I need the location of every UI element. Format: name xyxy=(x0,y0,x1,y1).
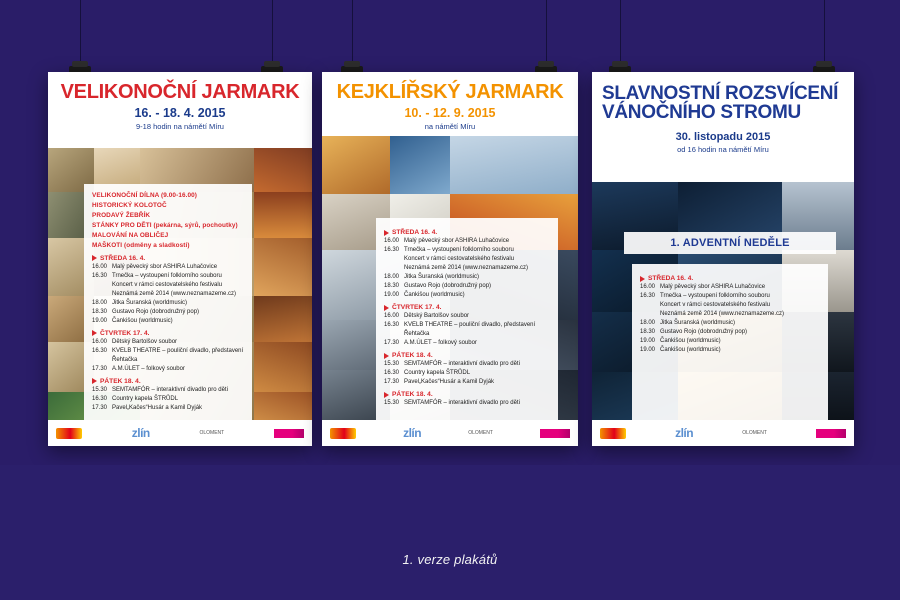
triangle-icon xyxy=(384,305,389,311)
day-label: ČTVRTEK 17. 4. xyxy=(392,304,442,311)
triangle-icon xyxy=(92,330,97,336)
program-row: 16.30 Trnečka – vystoupení folklorního souboru xyxy=(640,293,770,299)
photo-tile xyxy=(254,296,312,342)
day-label: ČTVRTEK 17. 4. xyxy=(100,329,150,337)
program-row: 18.00 Jitka Šuranská (worldmusic) xyxy=(92,299,188,306)
poster-footer xyxy=(322,420,578,446)
triangle-icon xyxy=(92,378,97,384)
program-row: 16.30 KVELB THEATRE – pouliční divadlo, představení Řehtačka xyxy=(384,322,536,337)
program-panel xyxy=(632,264,828,446)
highlight-item: MAŠKOTI (odměny a sladkosti) xyxy=(92,241,190,249)
poster-place: od 16 hodin na námětí Míru xyxy=(677,144,769,154)
triangle-icon xyxy=(384,353,389,359)
program-row: Koncert v rámci cestovatelského festivalu xyxy=(660,302,771,308)
day-label: PÁTEK 18. 4. xyxy=(392,352,433,359)
poster-velikonocni-jarmark[interactable] xyxy=(48,72,312,446)
triangle-icon xyxy=(92,255,97,261)
poster-date: 10. - 12. 9. 2015 xyxy=(404,106,496,121)
partner-logo: OLOMENT xyxy=(199,430,225,436)
poster-slavnostni-rozsviceni[interactable] xyxy=(592,72,854,446)
program-row: 16.30 Country kapela ŠTRŮDL xyxy=(384,370,471,376)
festival-logo-icon xyxy=(600,428,626,439)
program-rows xyxy=(384,360,550,387)
program-row: 18.00 Jitka Šuranská (worldmusic) xyxy=(640,320,736,326)
highlights-list xyxy=(92,191,244,251)
program-row: 16.00 Malý pěvecký sbor ASHIRA Luhačovice xyxy=(92,263,218,270)
program-row: 19.00 Čankišou (worldmusic) xyxy=(384,292,465,298)
triangle-icon xyxy=(384,230,389,236)
poster-header xyxy=(322,72,578,136)
poster-date: 16. - 18. 4. 2015 xyxy=(134,106,226,121)
photo-tile xyxy=(450,134,578,194)
sponsor-logo-icon xyxy=(540,429,570,438)
program-row: 17.30 A.M.ÚLET – folkový soubor xyxy=(384,340,477,346)
program-row: 16.30 KVELB THEATRE – pouliční divadlo, představení Řehtačka xyxy=(92,347,244,363)
triangle-icon xyxy=(384,392,389,398)
program-panel xyxy=(84,184,252,440)
program-row: 15.30 SEMTAMFÓR – interaktivní divadlo pro děti xyxy=(384,361,520,367)
day-label: PÁTEK 18. 4. xyxy=(100,377,141,385)
program-row: 16.00 Dětský Bartolšov soubor xyxy=(384,313,470,319)
city-logo: zlín xyxy=(403,426,422,440)
caption-text: 1. verze plakátů xyxy=(402,552,498,567)
poster-header xyxy=(48,72,312,148)
sponsor-logo-icon xyxy=(274,429,304,438)
city-logo: zlín xyxy=(675,426,694,440)
poster-date: 30. listopadu 2015 xyxy=(675,130,771,143)
photo-tile xyxy=(254,146,312,192)
photo-tile xyxy=(254,192,312,238)
highlight-item: STÁNKY PRO DĚTI (pekárna, sýrů, pochoutky) xyxy=(92,221,238,229)
program-rows xyxy=(384,312,550,348)
program-row: Koncert v rámci cestovatelského festivalu xyxy=(112,281,223,288)
poster-title: VELIKONOČNÍ JARMARK xyxy=(60,81,300,103)
day-label: STŘEDA 16. 4. xyxy=(100,254,146,262)
advent-banner: 1. ADVENTNÍ NEDĚLE xyxy=(624,232,836,254)
program-row: 16.00 Malý pěvecký sbor ASHIRA Luhačovice xyxy=(384,238,510,244)
program-row: 16.00 Dětský Bartolšov soubor xyxy=(92,338,178,345)
program-panel xyxy=(376,218,558,446)
highlight-item: MALOVÁNÍ NA OBLIČEJ xyxy=(92,231,169,239)
program-row: 16.00 Malý pěvecký sbor ASHIRA Luhačovice xyxy=(640,284,766,290)
sponsor-logo-icon xyxy=(816,429,846,438)
program-row: Neznámá země 2014 (www.neznamazeme.cz) xyxy=(404,265,529,271)
program-row: 17.30 Pavel„Kačes“Husár a Kamil Dyják xyxy=(92,404,203,411)
day-label: STŘEDA 16. 4. xyxy=(392,229,438,236)
photo-tile xyxy=(254,238,312,296)
program-row: 18.00 Jitka Šuranská (worldmusic) xyxy=(384,274,480,280)
program-row: 15.30 SEMTAMFÓR – interaktivní divadlo pro děti xyxy=(92,386,228,393)
program-rows xyxy=(92,263,244,326)
highlight-item: PRODAVÝ ŽEBŘÍK xyxy=(92,211,151,219)
program-row: 19.00 Čankišou (worldmusic) xyxy=(92,317,173,324)
program-row: 16.30 Country kapela ŠTRŮDL xyxy=(92,395,179,402)
photo-tile xyxy=(254,342,312,392)
program-row: Koncert v rámci cestovatelského festivalu xyxy=(404,256,515,262)
program-row: 18.30 Gustavo Rojo (dobrodružný pop) xyxy=(384,283,492,289)
highlight-item: VELIKONOČNÍ DÍLNA (9.00-16.00) xyxy=(92,192,198,199)
program-row: 19.00 Čankišou (worldmusic) xyxy=(640,347,721,353)
festival-logo-icon xyxy=(56,428,82,439)
program-row: 18.30 Gustavo Rojo (dobrodružný pop) xyxy=(92,308,200,315)
partner-logo: OLOMENT xyxy=(468,430,493,436)
poster-place: 9-18 hodin na námětí Míru xyxy=(136,122,224,132)
program-rows xyxy=(384,237,550,300)
program-rows xyxy=(92,338,244,374)
poster-header xyxy=(592,72,854,182)
festival-logo-icon xyxy=(330,428,356,439)
program-day-header xyxy=(384,352,550,359)
program-day-header xyxy=(92,378,244,385)
program-row: 17.30 A.M.ÚLET – folkový soubor xyxy=(92,365,185,372)
photo-tile xyxy=(322,134,390,194)
program-row: 19.00 Čankišou (worldmusic) xyxy=(640,338,721,344)
poster-kejklirsky-jarmark[interactable] xyxy=(322,72,578,446)
program-day-header xyxy=(92,330,244,337)
poster-footer xyxy=(592,420,854,446)
day-label: STŘEDA 16. 4. xyxy=(648,275,694,282)
program-row: Neznámá země 2014 (www.neznamazeme.cz) xyxy=(112,290,237,297)
photo-tile xyxy=(390,134,450,194)
partner-logo: OLOMENT xyxy=(742,430,767,436)
program-day-header xyxy=(640,275,820,282)
program-day-header xyxy=(92,255,244,262)
program-row: 18.30 Gustavo Rojo (dobrodružný pop) xyxy=(640,329,748,335)
program-row: 15.30 SEMTAMFÓR – interaktivní divadlo pro děti xyxy=(384,400,520,406)
program-day-header xyxy=(384,229,550,236)
program-rows xyxy=(92,386,244,413)
triangle-icon xyxy=(640,276,645,282)
poster-title: KEJKLÍŘSKÝ JARMARK xyxy=(336,81,564,103)
program-row: Neznámá země 2014 (www.neznamazeme.cz) xyxy=(660,311,785,317)
program-day-header xyxy=(384,304,550,311)
poster-title-line1: SLAVNOSTNÍ ROZSVÍCENÍ xyxy=(602,83,839,104)
poster-footer xyxy=(48,420,312,446)
day-label: PÁTEK 18. 4. xyxy=(392,391,433,398)
program-row: 16.30 Trnečka – vystoupení folklorního souboru xyxy=(384,247,514,253)
program-rows xyxy=(640,283,820,355)
highlight-item: HISTORICKÝ KOLOTOČ xyxy=(92,201,167,209)
program-day-header xyxy=(384,391,550,398)
city-logo: zlín xyxy=(131,426,150,440)
poster-title-line2: VÁNOČNÍHO STROMU xyxy=(602,102,801,124)
poster-place: na námětí Míru xyxy=(424,122,476,132)
program-rows xyxy=(384,399,550,408)
lower-background xyxy=(0,465,900,600)
program-row: 17.30 Pavel„Kačes“Husár a Kamil Dyják xyxy=(384,379,495,385)
program-row: 16.30 Trnečka – vystoupení folklorního souboru xyxy=(92,272,222,279)
